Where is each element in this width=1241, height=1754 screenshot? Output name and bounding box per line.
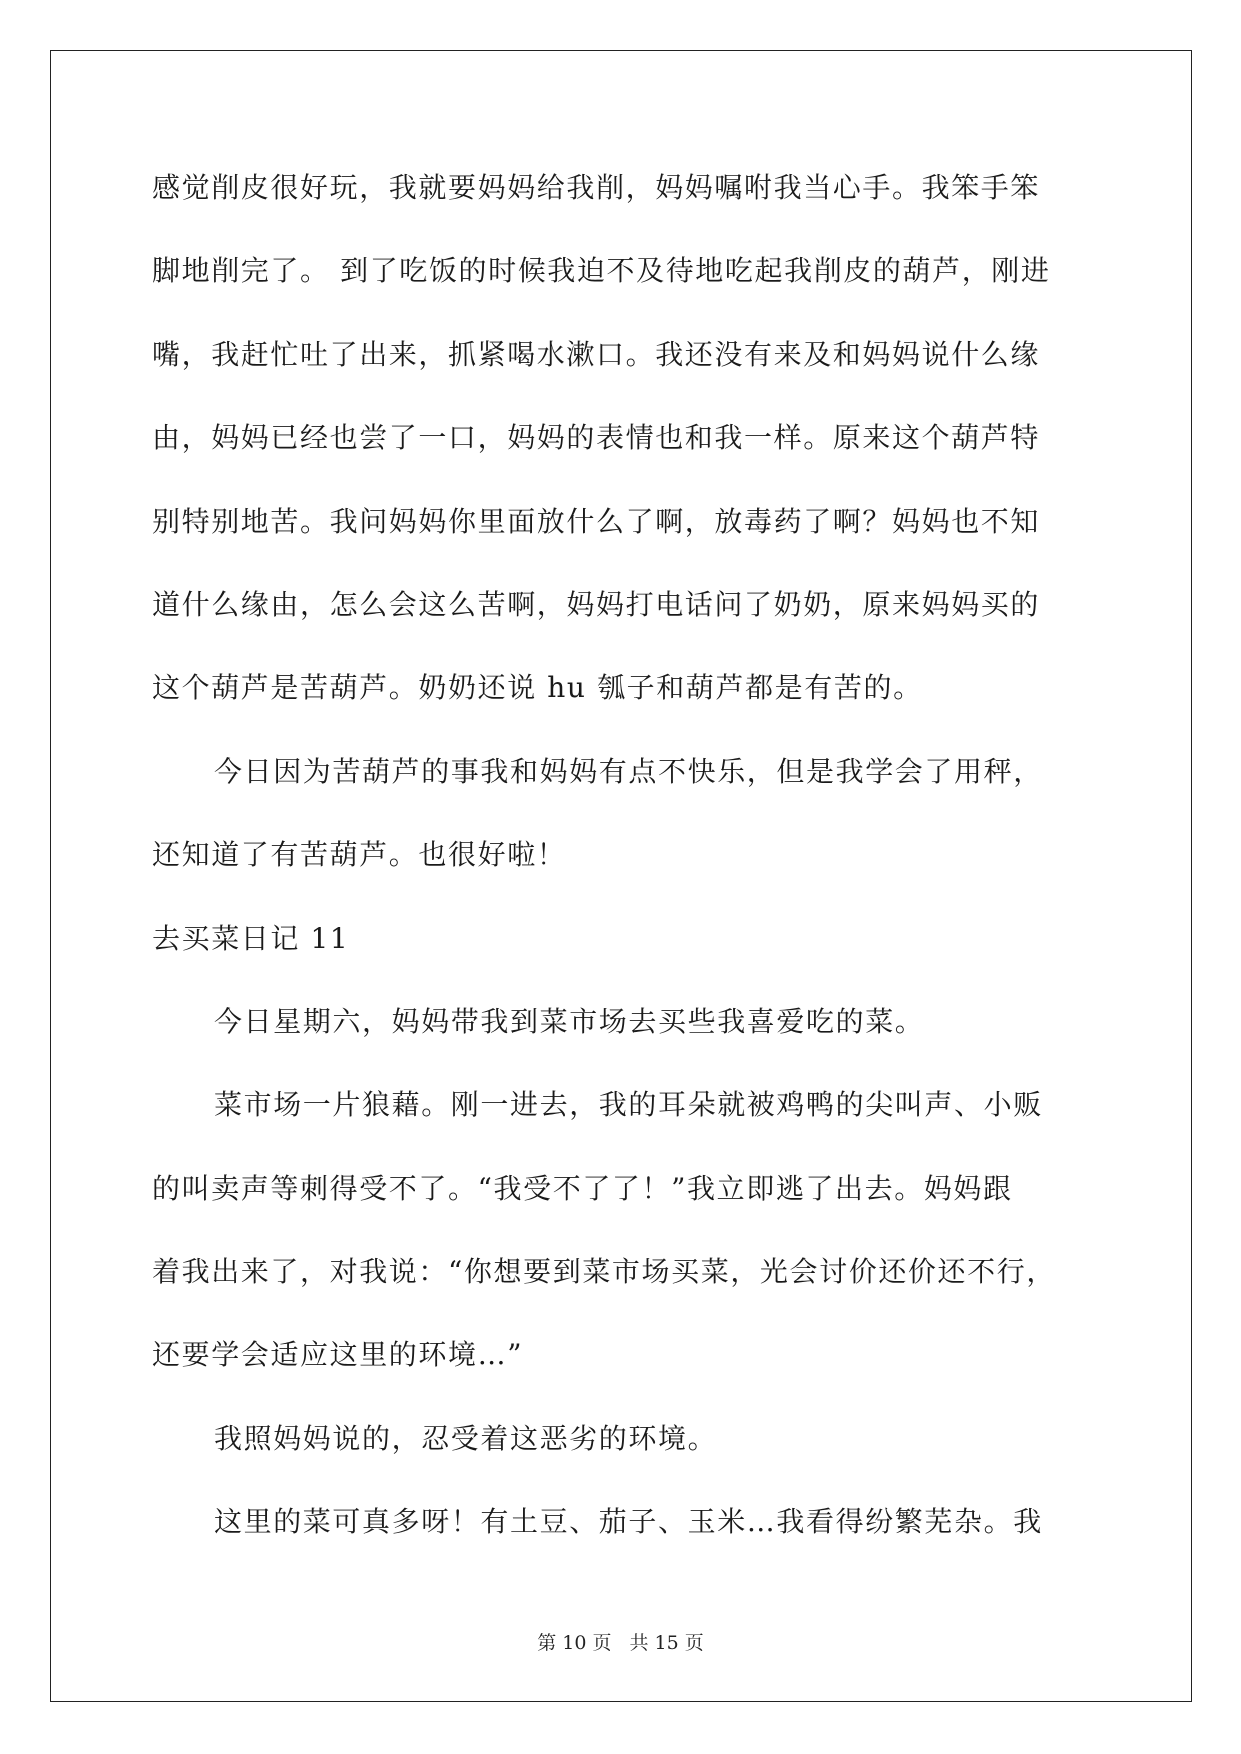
page-number-total: 共 15 页: [629, 1632, 704, 1654]
page-footer: [0, 1630, 1241, 1656]
paragraph-line: 菜市场一片狼藉。刚一进去，我的耳朵就被鸡鸭的尖叫声、小贩: [214, 1088, 1043, 1122]
text-line: 还知道了有苦葫芦。也很好啦！: [152, 838, 567, 872]
document-body: [152, 160, 1092, 1578]
text-line: 别特别地苦。我问妈妈你里面放什么了啊，放毒药了啊？妈妈也不知: [152, 504, 1041, 538]
paragraph-line: 今日因为苦葫芦的事我和妈妈有点不快乐，但是我学会了用秤，: [214, 754, 1043, 788]
section-heading: 去买菜日记 11: [152, 921, 350, 955]
paragraph-line: 我照妈妈说的，忍受着这恶劣的环境。: [214, 1421, 718, 1455]
text-line: 感觉削皮很好玩，我就要妈妈给我削，妈妈嘱咐我当心手。我笨手笨: [152, 171, 1041, 204]
text-line: 的叫卖声等刺得受不了。“我受不了了！”我立即逃了出去。妈妈跟: [152, 1171, 1013, 1205]
text-line: 着我出来了，对我说：“你想要到菜市场买菜，光会讨价还价还不行，: [152, 1255, 1056, 1289]
text-line: 这个葫芦是苦葫芦。奶奶还说 hu 瓠子和葫芦都是有苦的。: [152, 671, 923, 705]
page-number-current: 第 10 页: [537, 1632, 612, 1654]
text-line: 道什么缘由，怎么会这么苦啊，妈妈打电话问了奶奶，原来妈妈买的: [152, 587, 1041, 621]
text-line: 嘴，我赶忙吐了出来，抓紧喝水漱口。我还没有来及和妈妈说什么缘: [152, 337, 1041, 371]
paragraph-line: 今日星期六，妈妈带我到菜市场去买些我喜爱吃的菜。: [214, 1004, 925, 1038]
text-line: 脚地削完了。 到了吃饭的时候我迫不及待地吃起我削皮的葫芦，刚进: [152, 254, 1051, 288]
text-line: 还要学会适应这里的环境…”: [152, 1338, 524, 1372]
text-line: 由，妈妈已经也尝了一口，妈妈的表情也和我一样。原来这个葫芦特: [152, 421, 1041, 455]
paragraph-line: 这里的菜可真多呀！有土豆、茄子、玉米…我看得纷繁芜杂。我: [214, 1505, 1043, 1539]
